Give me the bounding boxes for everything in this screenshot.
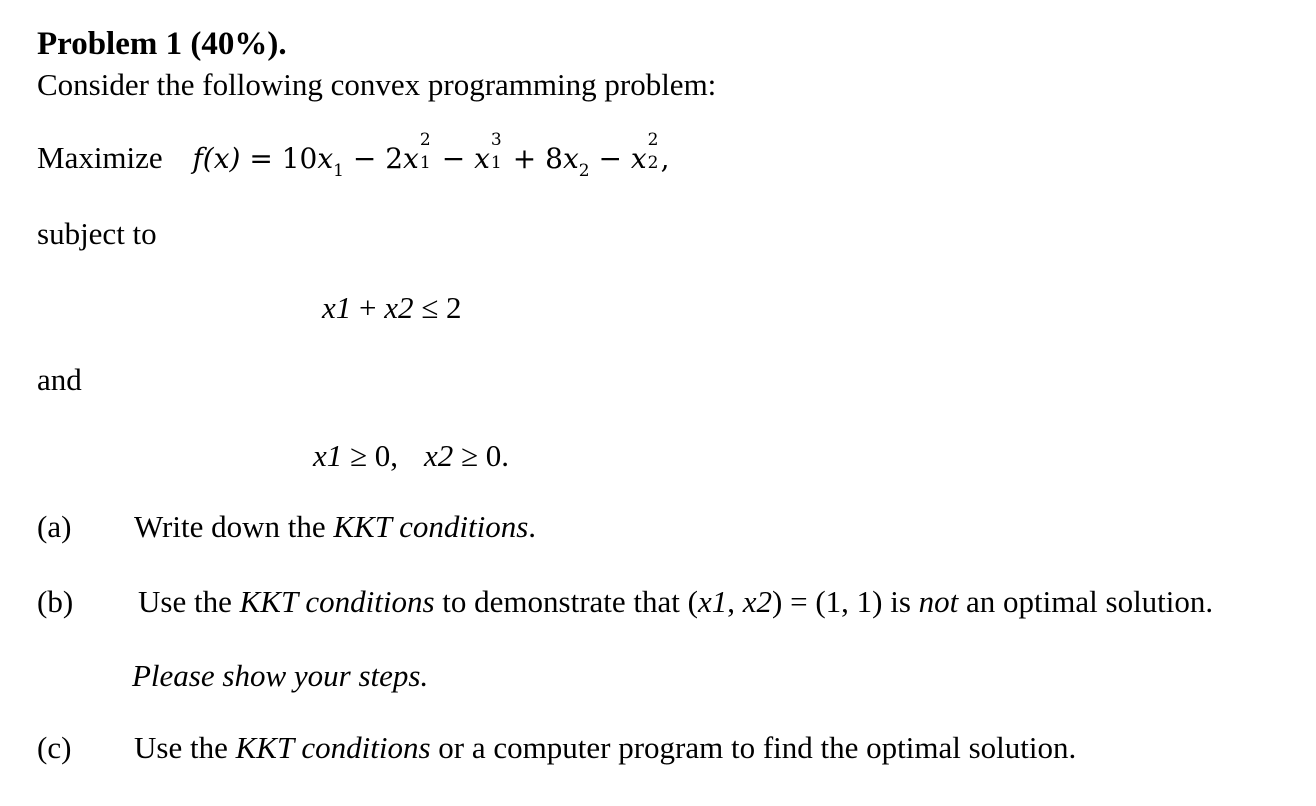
part-b-steps: Please show your steps. [132, 658, 429, 693]
var-x2: x2 [742, 584, 773, 619]
rel-x1: ≥ 0, [342, 438, 399, 473]
subscript: 2 [578, 161, 590, 181]
rel-x2: ≥ 0. [453, 438, 510, 473]
part-a-text [134, 509, 536, 545]
kkt-term: KKT conditions [333, 509, 529, 544]
subject-to-label: subject to [37, 216, 157, 251]
text-run: , [727, 584, 743, 619]
superscript: 2 [419, 130, 431, 150]
plus-eight: + 8 [503, 142, 563, 175]
var-x: x [317, 142, 334, 175]
var-x2: x2 [384, 290, 414, 325]
objective-line [37, 130, 670, 181]
trailing-comma: , [660, 142, 670, 175]
text-run: Write down the [134, 509, 334, 544]
text-run: Use the [134, 730, 236, 765]
var-x2: x2 [424, 438, 454, 473]
constraint-line [322, 290, 462, 326]
not-emphasis: not [918, 584, 959, 619]
objective-function [192, 130, 670, 181]
constraint-rel: ≤ 2 [413, 290, 462, 325]
part-b-label: (b) [37, 584, 74, 619]
problem-intro: Consider the following convex programming problem: [37, 67, 717, 102]
var-x1: x1 [322, 290, 352, 325]
problem-title: Problem 1 (40%). [37, 26, 287, 62]
superscript: 3 [490, 130, 502, 150]
eq-sign: = 10 [240, 142, 318, 175]
text-run: to demonstrate that ( [434, 584, 698, 619]
text-run: ) = (1, 1) is [772, 584, 919, 619]
var-x: x [562, 142, 579, 175]
text-run: or a computer program to find the optimal solution. [430, 730, 1077, 765]
subscript: 1 [490, 153, 502, 173]
var-x: x [474, 142, 490, 175]
fx-term: f(x) [192, 142, 241, 175]
part-c-text [134, 730, 1076, 766]
supsub [647, 130, 661, 173]
var-x: x [630, 142, 647, 175]
kkt-term: KKT conditions [235, 730, 431, 765]
subscript: 1 [333, 161, 344, 181]
supsub [490, 130, 504, 173]
text-run: Use the [138, 584, 240, 619]
superscript: 2 [647, 130, 659, 150]
minus-sign: − [589, 142, 631, 175]
supsub [419, 130, 433, 173]
var-x: x [403, 142, 419, 175]
plus-sign: + [351, 290, 385, 325]
kkt-term: KKT conditions [239, 584, 435, 619]
part-c-label: (c) [37, 730, 72, 765]
nonnegativity-line [313, 438, 509, 474]
text-run: . [528, 509, 537, 544]
part-b-text [138, 584, 1213, 620]
maximize-label: Maximize [37, 140, 163, 175]
minus-sign: − [432, 142, 475, 175]
minus-two: − 2 [343, 142, 404, 175]
part-a-label: (a) [37, 509, 72, 544]
var-x1: x1 [697, 584, 728, 619]
and-label: and [37, 362, 82, 397]
subscript: 2 [647, 153, 659, 173]
subscript: 1 [419, 153, 431, 173]
var-x1: x1 [313, 438, 343, 473]
text-run: an optimal solution. [958, 584, 1214, 619]
